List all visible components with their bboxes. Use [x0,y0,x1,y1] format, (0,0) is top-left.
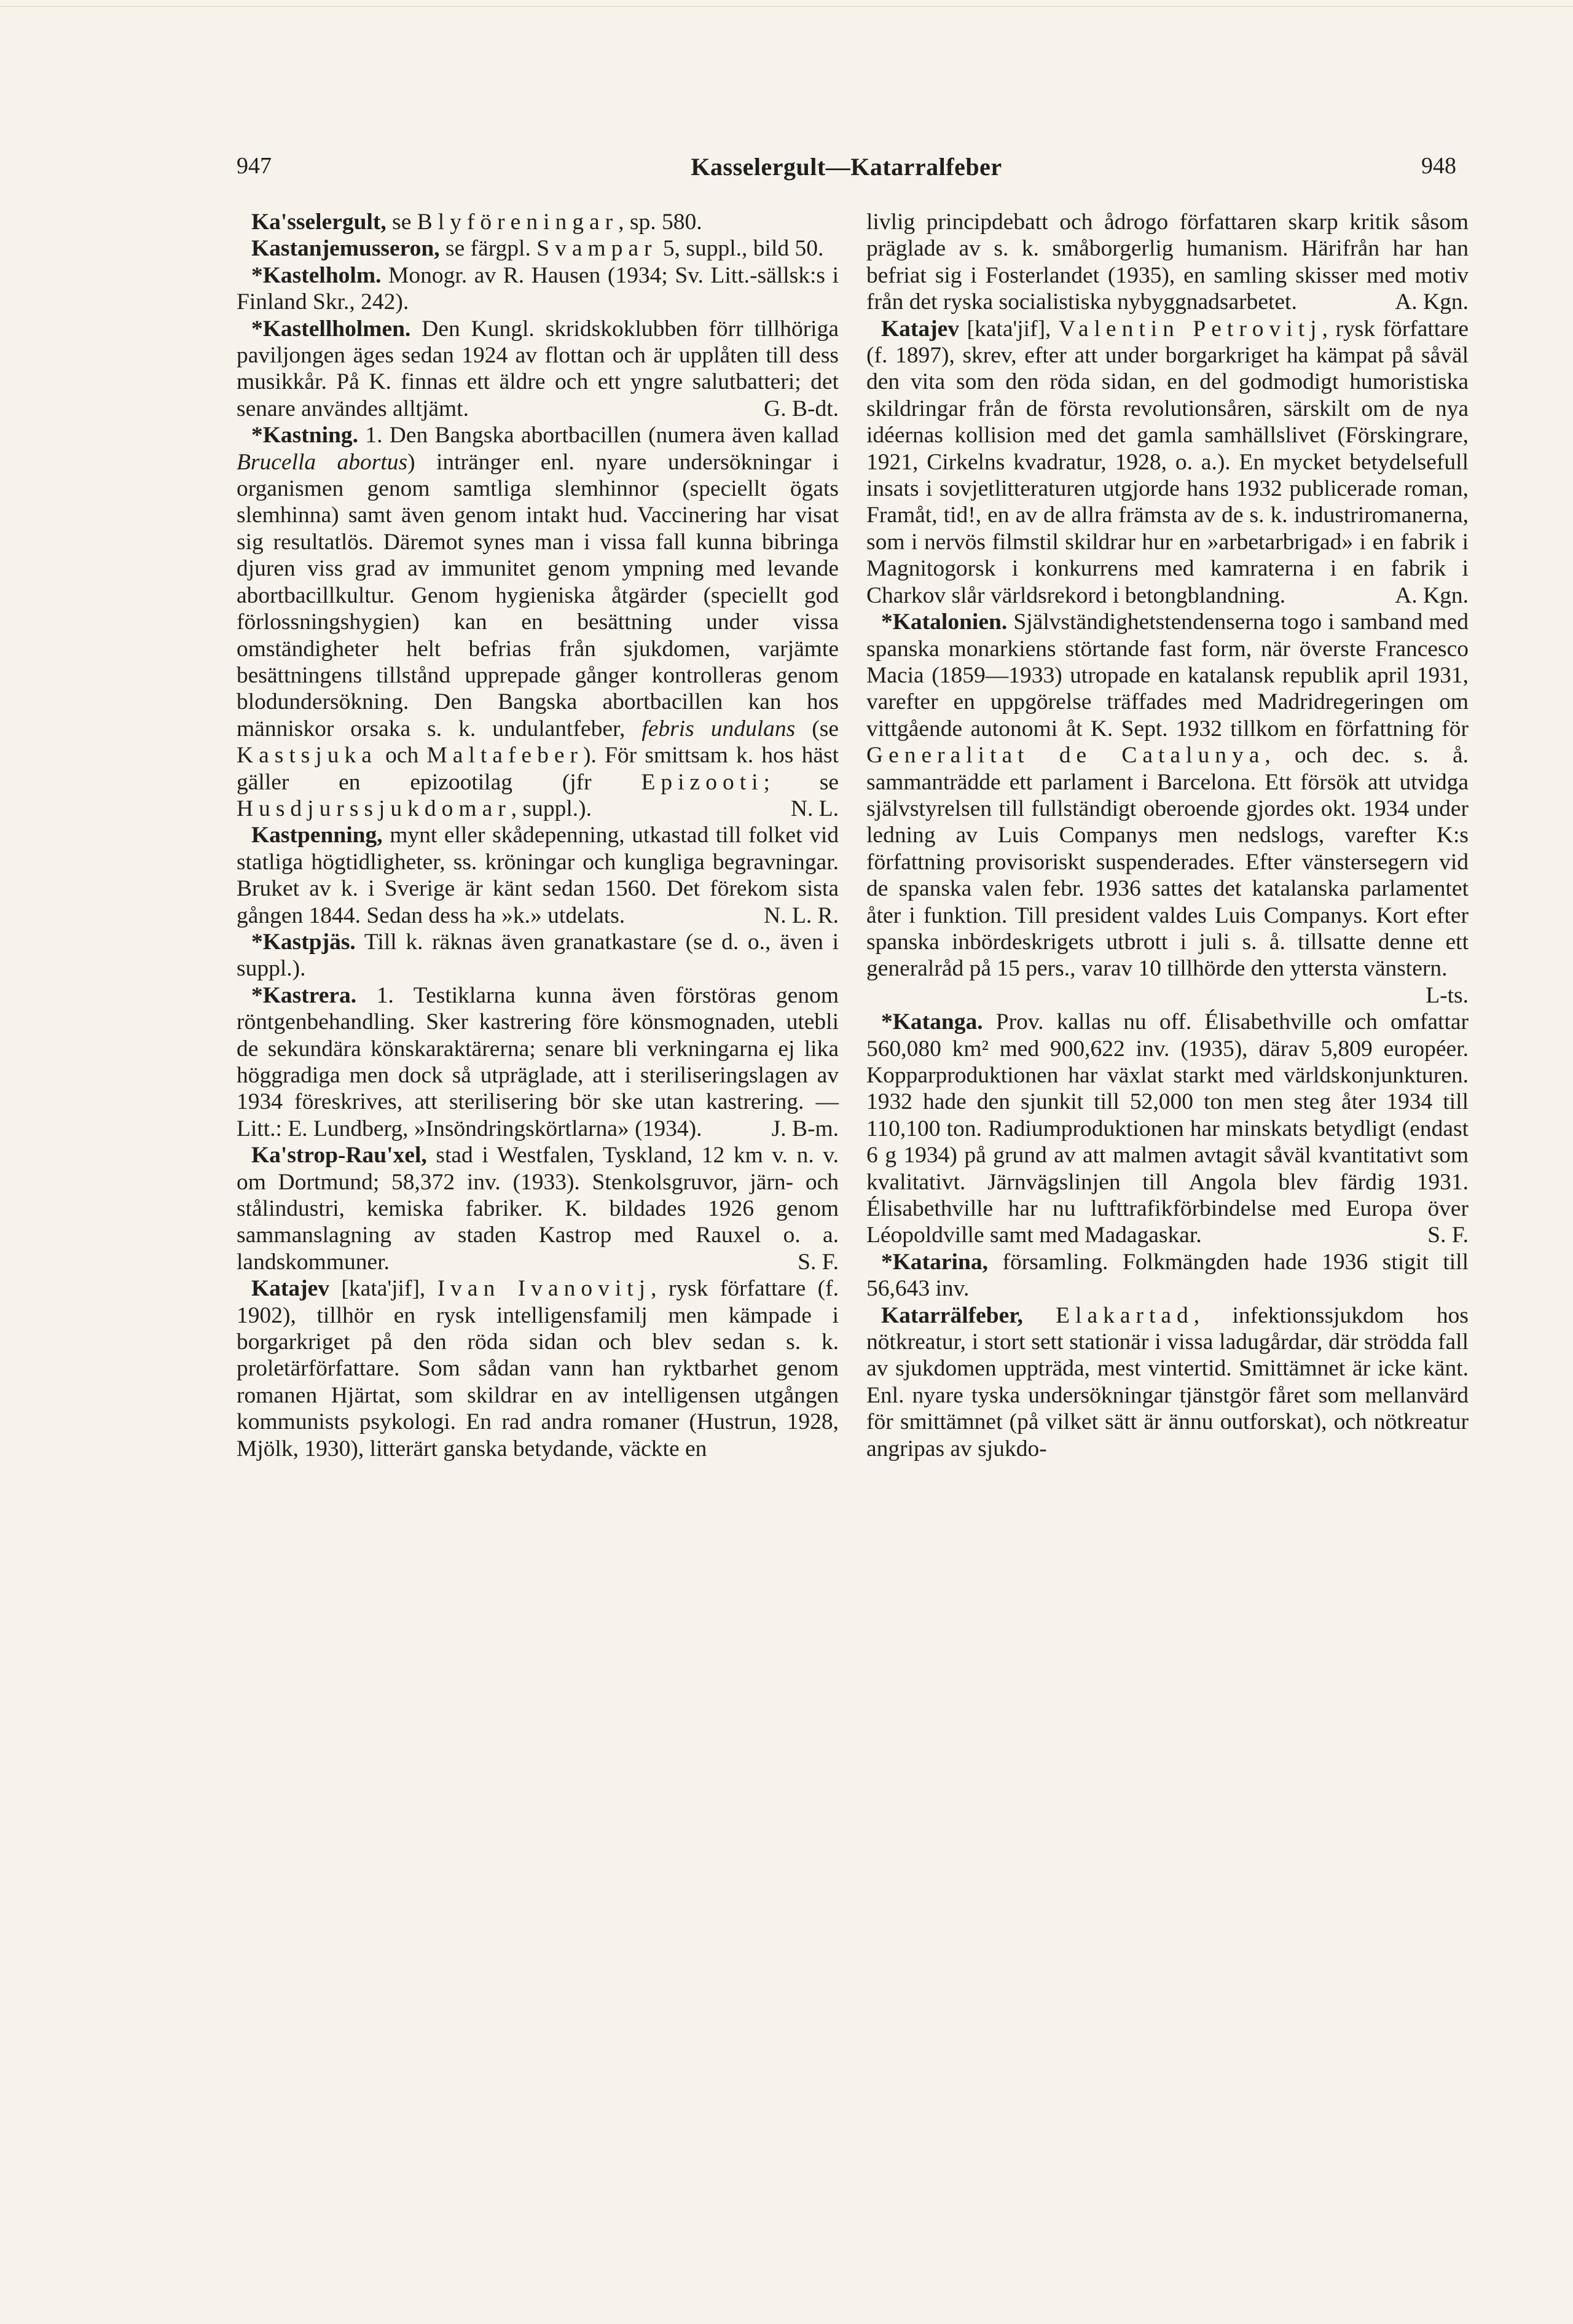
encyclopedia-entry [237,262,839,316]
entry-headword: *Kastelholm. [251,262,382,288]
page-number-left: 947 [237,153,272,179]
entry-headword: *Katanga. [881,1009,983,1035]
author-signature: J. B-m. [771,1116,839,1141]
entry-text [1023,1303,1056,1328]
author-signature: N. L. [790,796,839,821]
spaced-cross-reference: Kastsjuka [237,743,377,769]
spaced-cross-reference: Valentin Petrovitj [1058,316,1322,342]
encyclopedia-entry [237,422,839,822]
encyclopedia-entry [237,982,839,1142]
spaced-cross-reference: Svampar [536,236,657,262]
right-column [866,209,1469,1462]
running-title: Kasselergult—Katarralfeber [691,153,1002,181]
entry-headword: *Kastning. [251,423,359,448]
encyclopedia-entry [237,1142,839,1275]
entry-headword: Kastpenning, [251,823,383,848]
spaced-cross-reference: Ivan Ivanovitj [437,1276,651,1302]
entry-text: livlig principdebatt och ådrogo författaren skarp kritik såsom präglade av s. k. småborgerlig humanism. Härifrån har han befriat sig i Fosterlandet (1935), en samling skisser med motiv från det ryska socialistiska nybyggnadsarbetet. [866,209,1469,315]
encyclopedia-entry [866,209,1469,316]
encyclopedia-entry [866,1249,1469,1302]
encyclopedia-entry [866,316,1469,609]
author-signature: N. L. R. [764,902,839,928]
entry-headword: *Kastellholmen. [251,316,411,342]
encyclopedia-entry [237,235,839,262]
entry-text: församling. Folkmängden hade 1936 stigit till 56,643 inv. [866,1249,1469,1302]
left-column [237,209,839,1462]
author-signature: A. Kgn. [1395,582,1469,608]
entry-text: stad i Westfalen, Tyskland, 12 km v. n. v. om Dortmund; 58,372 inv. (1933). Stenkolsgruvor, järn- och stålindustri, kemiska fabriker. K. bildades 1926 genom sammanslagning av staden Kastrop med Rauxel o. a. landskommuner. [237,1143,839,1275]
spaced-cross-reference: Generalitat de Catalunya [866,743,1265,769]
encyclopedia-entry [866,1302,1469,1462]
entry-text: Monogr. av R. Hausen (1934; Sv. Litt.-sällsk:s i Finland Skr., 242). [237,262,839,315]
entry-text: ; se [763,769,839,795]
spaced-cross-reference: Husdjurssjukdomar [237,796,511,821]
author-signature: S. F. [1427,1223,1469,1248]
entry-text: ). För smittsam k. hos häst gäller en epizootilag (jfr [237,743,839,795]
entry-headword: Kastanjemusseron, [251,236,440,262]
entry-headword: Katajev [881,316,960,342]
encyclopedia-entry [237,209,839,235]
spaced-cross-reference: Blyföreningar [417,209,619,235]
spaced-cross-reference: Elakartad [1056,1302,1194,1328]
entry-text: (se [795,716,839,741]
entry-text: Den Kungl. skridskoklubben förr tillhöriga paviljongen äges sedan 1924 av flottan och är upplåten till dess musikkår. På K. finnas ett äldre och ett yngre salutbatteri; det senare användes alltjämt. [237,316,839,421]
entry-text: [kata'jif], [329,1276,437,1302]
page-top-edge [0,0,1573,7]
entry-text: mynt eller skådepenning, utkastad till folket vid statliga högtidligheter, ss. kröningar och kungliga begravningar. Bruket av k. i Sverige är känt sedan 1560. Det förekom sista gången 1844. Sedan dess ha »k.» utdelats. [237,823,839,928]
encyclopedia-entry [866,609,1469,1009]
entry-headword: Ka'strop-Rau'xel, [251,1143,427,1168]
entry-headword: *Kastpjäs. [251,929,356,955]
entry-headword: *Katarina, [881,1249,988,1275]
entry-text: se [386,209,417,235]
encyclopedia-entry [866,1009,1469,1249]
encyclopedia-entry [237,1275,839,1462]
entry-text: , rysk författare (f. 1897), skrev, efter att under borgarkriget ha kämpat på såväl den vita som den röda sidan, en del godmodigt humoristiska skildringar från de första revolutionsåren, särskilt om de nya idéernas kollision med det gamla samhällslivet (Förskingrare, 1921, Cirkelns kvadratur, 1928, o. a.). En mycket betydelsefull insats i sovjetlitteraturen utgjorde hans 1932 publicerade roman, Framåt, tid!, en av de allra främsta av de s. k. industriromanerna, som i nervös filmstil skildrar hur en »arbetarbrigad» i en fabrik i Magnitogorsk i konkurrens med kamraterna i en fabrik i Charkov slår världsrekord i betongblandning. [866,316,1469,608]
entry-text: [kata'jif], [959,316,1059,342]
encyclopedia-entry [237,316,839,423]
author-signature: L-ts. [1426,982,1469,1008]
entry-text: , suppl.). [511,796,592,821]
author-signature: A. Kgn. [1395,289,1469,315]
entry-headword: *Kastrera. [251,982,357,1008]
entry-headword: Katajev [251,1276,330,1302]
running-head [237,147,1456,184]
entry-text: 1. Testiklarna kunna även förstöras genom röntgenbehandling. Sker kastrering före könsmognaden, utebli de sekundära könskaraktärerna; senare bli verkningarna ej lika höggradiga men dock så utpräglade, att i steriliseringslagen av 1934 föreskrives, att sterilisering bör ske utan kastrering. — Litt.: E. Lundberg, »Insöndringskörtlarna» (1934). [237,982,839,1141]
author-signature: S. F. [798,1249,839,1275]
entry-text: , infektionssjukdom hos nötkreatur, i stort sett stationär i vissa ladugårdar, där strödda fall av sjukdomen uppträda, mest vintertid. Smittämnet är icke känt. Enl. nyare tyska undersökningar tjänstgör fåret som mellanvärd för smittämnet (på vilket sätt är ännu outforskat), och nötkreatur angripas av sjukdo- [866,1302,1469,1461]
entry-text: Till k. räknas även granatkastare (se d. o., även i suppl.). [237,929,839,982]
entry-text: se färgpl. [439,236,537,262]
entry-headword: Ka'sselergult, [251,209,386,235]
entry-text: Prov. kallas nu off. Élisabethville och omfattar 560,080 km² med 900,622 inv. (1935), därav 5,809 européer. Kopparproduktionen har växlat starkt med världskonjunkturen. 1932 hade den sjunkit till 52,000 ton men steg åter 1934 till 110,100 ton. Radiumproduktionen har minskats betydligt (endast 6 g 1934) på grund av att malmen avtagit såväl kvantitativt som kvalitativt. Järnvägslinjen till Angola blev färdig 1931. Élisabethville har nu lufttrafikförbindelse med Europa över Léopoldville samt med Madagaskar. [866,1009,1469,1248]
page-number-right: 948 [1421,153,1456,179]
italic-term: Brucella abortus [237,449,408,475]
italic-term: febris undulans [641,716,796,741]
encyclopedia-entry [237,822,839,929]
entry-text: ) intränger enl. nyare undersökningar i organismen genom samtliga slemhinnor (speciellt ögats slemhinna) samt även genom intakt hud. Vaccinering har visat sig resultatlös. Däremot synes man i vissa fall kunna bibringa djuren viss grad av immunitet genom ympning med levande abortbacillkultur. Genom hygieniska åtgärder (speciellt god förlossningshygien) kan en besättning under vissa omständigheter helt befrias från sjukdomen, varjämte besättningens tillstånd upprepade gånger kontrolleras genom blodundersökning. Den Bangska abortbacillen kan hos människor orsaka s. k. undulantfeber, [237,449,839,741]
entry-text: , och dec. s. å. sammanträdde ett parlament i Barcelona. Ett försök att utvidga självstyrelsen till fullständigt oberoende gjordes okt. 1934 under ledning av Luis Companys men nedslogs, varefter K:s författning provisoriskt suspenderades. Efter vänstersegern vid de spanska valen febr. 1936 sattes det katalanska parlamentet åter i funktion. Till president valdes Luis Companys. Kort efter spanska inbördeskrigets utbrott i juli s. å. tillsatte denne ett generalråd på 15 pers., varav 10 tillhörde den yttersta vänstern. [866,743,1469,982]
entry-headword: Katarrälfeber, [881,1302,1023,1328]
author-signature: G. B-dt. [764,396,839,421]
encyclopedia-entry [237,929,839,982]
entry-text: , rysk författare (f. 1902), tillhör en rysk intelligensfamilj men kämpade i borgarkriget på den röda sidan och blev sedan s. k. proletärförfattare. Som sådan vann han ryktbarhet genom romanen Hjärtat, som skildrar en av intelligensen utgången kommunists psykologi. En rad andra romaner (Hustrun, 1928, Mjölk, 1930), litterärt ganska betydande, väckte en [237,1276,839,1461]
entry-text: , sp. 580. [618,209,702,235]
entry-text: Självständighetstendenserna togo i samband med spanska monarkiens störtande fast form, när överste Francesco Macia (1859—1933) utropade en katalansk republik april 1931, varefter en uppgörelse träffades med Madridregeringen om vittgående autonomi åt K. Sept. 1932 tillkom en författning för [866,609,1469,741]
entry-text: 5, suppl., bild 50. [657,236,824,262]
entry-text: 1. Den Bangska abortbacillen (numera även kallad [358,423,839,448]
spaced-cross-reference: Epizooti [641,769,764,795]
spaced-cross-reference: Maltafeber [426,743,583,769]
entry-headword: *Katalonien. [881,609,1008,635]
entry-text: och [377,743,427,769]
